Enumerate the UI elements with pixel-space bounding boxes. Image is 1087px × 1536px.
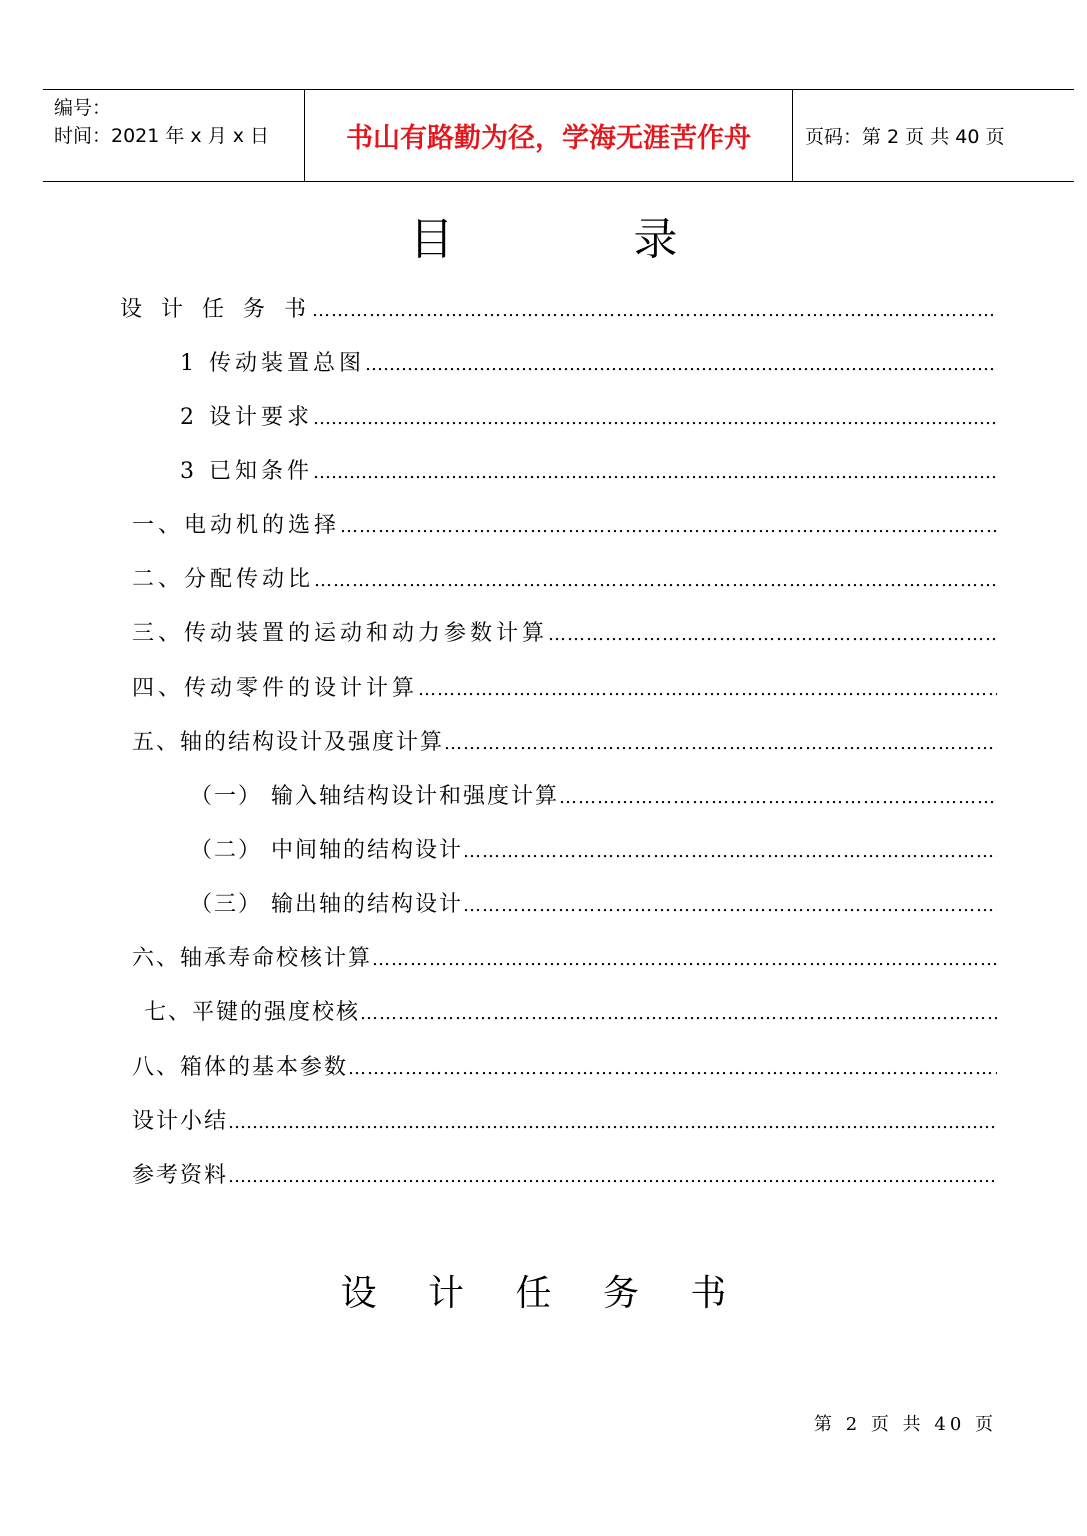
header-info-cell: [43, 90, 305, 181]
header-motto-cell: [305, 90, 793, 181]
toc-leader-dots: [444, 729, 997, 759]
toc-entry[interactable]: [190, 836, 997, 866]
toc-entry[interactable]: [180, 457, 997, 487]
header-motto: 书山有路勤为径，学海无涯苦作舟: [346, 123, 751, 154]
toc-leader-dots: [340, 512, 997, 542]
toc-entry-label: 2 设计要求: [180, 405, 313, 430]
toc-leader-dots: [463, 837, 997, 867]
toc-entry-label: 3 已知条件: [180, 459, 313, 484]
page-footer: 第 2 页 共 40 页: [814, 1414, 997, 1435]
toc-entry[interactable]: [132, 674, 997, 704]
toc-entry-label: （一） 输入轴结构设计和强度计算: [190, 784, 559, 809]
toc-leader-dots: [348, 1054, 997, 1084]
toc-leader-dots: [418, 675, 997, 705]
toc-leader-dots: [548, 620, 997, 650]
toc-leader-dots: [463, 891, 997, 921]
document-header: [43, 89, 1074, 182]
toc-entry-label: 参考资料: [132, 1163, 229, 1188]
toc-title-char-2: 录: [633, 214, 678, 265]
toc-entry-label: （三） 输出轴的结构设计: [190, 892, 463, 917]
toc-entry[interactable]: [190, 782, 997, 812]
toc-entry[interactable]: [132, 619, 997, 649]
toc-entry-label: 六、轴承寿命校核计算: [132, 946, 373, 971]
section-title: 设 计 任 务 书: [340, 1273, 747, 1314]
toc-leader-dots: [228, 1108, 997, 1138]
toc-entry-label: 八、箱体的基本参数: [132, 1055, 349, 1080]
toc-entry[interactable]: [132, 728, 997, 758]
toc-leader-dots: [313, 458, 997, 488]
toc-entry-label: 七、平键的强度校核: [144, 1000, 361, 1025]
toc-entry[interactable]: [132, 1161, 997, 1191]
toc-entry-label: 五、轴的结构设计及强度计算: [132, 730, 445, 755]
toc-entry[interactable]: [144, 998, 997, 1028]
toc-entry[interactable]: [132, 1107, 997, 1137]
toc-leader-dots: [360, 999, 997, 1029]
toc-leader-dots: [228, 1162, 997, 1192]
toc-entry[interactable]: [180, 349, 997, 379]
toc-entry[interactable]: [132, 511, 997, 541]
toc-leader-dots: [372, 945, 997, 975]
toc-entry-label: 设 计 任 务 书: [120, 297, 312, 322]
toc-title-char-1: 目: [409, 214, 454, 265]
toc-leader-dots: [559, 783, 997, 813]
header-page-code: 页码：第 2 页 共 40 页: [805, 126, 1005, 148]
toc-entry-label: 四、传动零件的设计计算: [132, 676, 419, 701]
header-page-cell: [793, 90, 1074, 181]
toc-entry[interactable]: [132, 944, 997, 974]
date-label: 时间：2021 年 x 月 x 日: [54, 125, 270, 147]
toc-leader-dots: [313, 404, 997, 434]
toc-entry-label: （二） 中间轴的结构设计: [190, 838, 463, 863]
toc-entry-label: 一、电动机的选择: [132, 513, 341, 538]
toc-title: [0, 210, 1087, 270]
toc-entry[interactable]: [120, 295, 997, 325]
toc-entry-label: 1 传动装置总图: [180, 351, 365, 376]
toc-entry[interactable]: [132, 1053, 997, 1083]
toc-entry-label: 三、传动装置的运动和动力参数计算: [132, 621, 549, 646]
toc-entry-label: 设计小结: [132, 1109, 229, 1134]
toc-leader-dots: [312, 296, 997, 326]
toc-entry-label: 二、分配传动比: [132, 567, 315, 592]
toc-entry[interactable]: [132, 565, 997, 595]
toc-leader-dots: [314, 566, 997, 596]
serial-number-label: 编号：: [54, 97, 112, 119]
toc-entry[interactable]: [190, 890, 997, 920]
toc-leader-dots: [365, 350, 997, 380]
toc-entry[interactable]: [180, 403, 997, 433]
